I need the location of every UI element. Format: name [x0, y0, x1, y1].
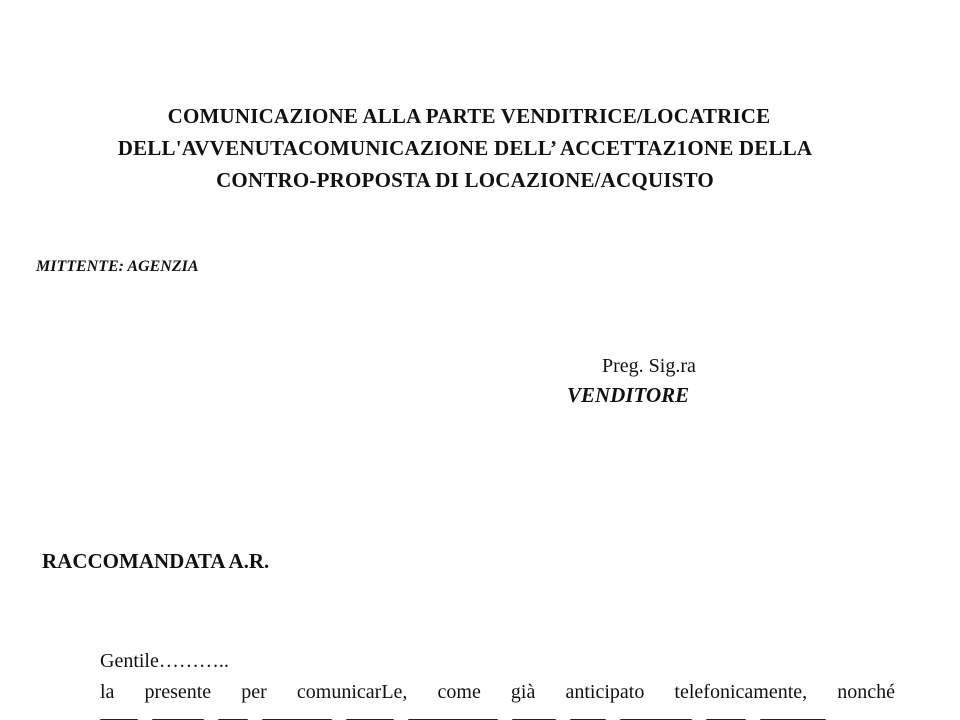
delivery-method: RACCOMANDATA A.R.: [42, 549, 270, 573]
recipient-salutation: Preg. Sig.ra: [602, 355, 696, 377]
letter-greeting: Gentile………..: [100, 650, 229, 672]
letter-body-cut-off-line: [100, 712, 895, 720]
document-title: [0, 100, 930, 196]
recipient-name: VENDITORE: [567, 383, 690, 407]
title-line-3: CONTRO-PROPOSTA DI LOCAZIONE/ACQUISTO: [216, 168, 714, 192]
sender-line: MITTENTE: AGENZIA: [36, 258, 199, 275]
title-line-1: COMUNICAZIONE ALLA PARTE VENDITRICE/LOCATRICE: [167, 104, 771, 128]
title-line-2: DELL'AVVENUTACOMUNICAZIONE DELL’ ACCETTAZ1ONE DELLA: [117, 136, 813, 160]
letter-body-line-1: la presente per comunicarLe, come già anticipato telefonicamente, nonché: [100, 681, 895, 703]
